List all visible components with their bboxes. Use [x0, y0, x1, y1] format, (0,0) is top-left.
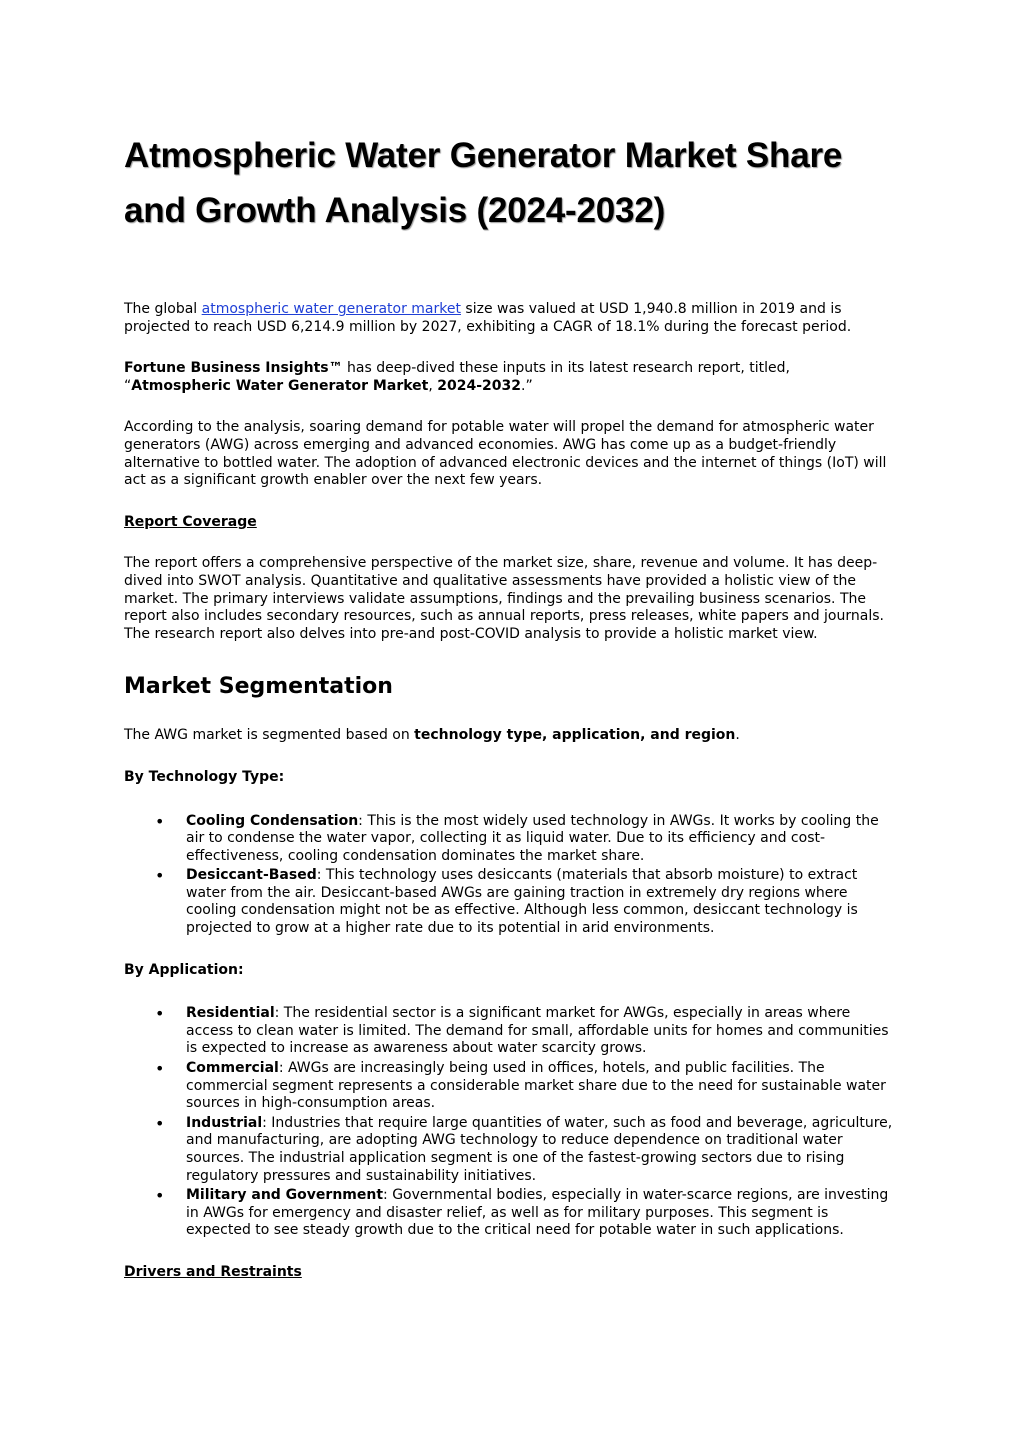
bullet-icon: •: [155, 1113, 165, 1133]
fbi-text-1: has deep-dived these inputs in its latest research report, titled, “: [124, 360, 790, 394]
item-desc: : The residential sector is a significant market for AWGs, especially in areas where access to clean water is limited. The demand for small, affordable units for homes and communities is expected to increase as awareness about water scarcity grows.: [186, 1005, 889, 1057]
list-item: [124, 1115, 896, 1185]
analysis-paragraph: According to the analysis, soaring demand for potable water will propel the demand for atmospheric water generators (AWG) across emerging and advanced economies. AWG has come up as a budget-friendly alternative to bottled water. The adoption of advanced electronic devices and the internet of things (IoT) will act as a significant growth enabler over the next few years.: [124, 419, 887, 489]
item-name: Residential: [186, 1005, 275, 1022]
item-name: Commercial: [186, 1060, 279, 1077]
item-name: Military and Government: [186, 1187, 384, 1204]
bullet-icon: •: [155, 1186, 165, 1206]
item-name: Industrial: [186, 1114, 263, 1131]
intro-paragraph: [124, 301, 896, 336]
item-desc: : This is the most widely used technology in AWGs. It works by cooling the air to condense the water vapor, collecting it as liquid water. Due to its efficiency and cost-effectiveness, cooling condensation dominates the market share.: [186, 812, 879, 864]
fbi-text-2: ,: [428, 377, 438, 394]
bullet-icon: •: [155, 1059, 165, 1079]
item-desc: : AWGs are increasingly being used in offices, hotels, and public facilities. The commercial segment represents a considerable market share due to the need for sustainable water sources in high-consumption areas.: [186, 1060, 886, 1112]
title-line-1: Atmospheric Water Generator Market Share: [124, 136, 843, 175]
segmentation-text-after: .: [735, 727, 740, 744]
list-item: [124, 813, 896, 866]
application-list: [124, 1005, 896, 1240]
title-line-2: and Growth Analysis (2024-2032): [124, 191, 666, 230]
list-item: [124, 1187, 896, 1240]
item-desc: : Governmental bodies, especially in water-scarce regions, are investing in AWGs for emergency and disaster relief, as well as for military purposes. This segment is expected to see steady growth due to the critical need for potable water in such applications.: [186, 1187, 889, 1239]
bullet-icon: •: [155, 866, 165, 886]
report-coverage-heading: Report Coverage: [124, 513, 257, 530]
bullet-icon: •: [155, 1004, 165, 1024]
intro-text-after: size was valued at USD 1,940.8 million in 2019 and is projected to reach USD 6,214.9 million by 2027, exhibiting a CAGR of 18.1% during the forecast period.: [124, 301, 852, 335]
item-name: Cooling Condensation: [186, 812, 359, 829]
item-name: Desiccant-Based: [186, 867, 317, 884]
technology-type-heading: By Technology Type:: [124, 768, 285, 785]
application-heading: By Application:: [124, 961, 244, 978]
segmentation-bold: technology type, application, and region: [414, 727, 736, 744]
market-link[interactable]: atmospheric water generator market: [201, 301, 461, 317]
segmentation-paragraph: [124, 727, 896, 745]
bullet-icon: •: [155, 811, 165, 831]
report-coverage-paragraph: The report offers a comprehensive perspective of the market size, share, revenue and volume. It has deep-dived into SWOT analysis. Quantitative and qualitative assessments have provided a holistic view of the market. The primary interviews validate assumptions, findings and the prevailing business scenarios. The report also includes secondary resources, such as annual reports, press releases, white papers and journals. The research report also delves into pre-and post-COVID analysis to provide a holistic market view.: [124, 555, 884, 642]
list-item: [124, 1060, 896, 1113]
segmentation-text-before: The AWG market is segmented based on: [124, 727, 415, 744]
document-page: [124, 128, 896, 1282]
fbi-report-years: 2024-2032: [437, 377, 521, 394]
fbi-report-title: Atmospheric Water Generator Market: [131, 377, 429, 394]
drivers-restraints-heading: Drivers and Restraints: [124, 1263, 302, 1280]
technology-list: [124, 813, 896, 938]
list-item: [124, 1005, 896, 1058]
page-title: [124, 128, 896, 238]
fbi-paragraph: [124, 360, 896, 395]
fbi-text-3: .”: [521, 377, 533, 394]
item-desc: : This technology uses desiccants (materials that absorb moisture) to extract water from the air. Desiccant-based AWGs are gaining traction in extremely dry regions where cooling condensation might not be as effective. Although less common, desiccant technology is projected to grow at a higher rate due to its potential in arid environments.: [186, 867, 858, 937]
intro-text-before: The global: [124, 301, 202, 317]
segmentation-heading: Market Segmentation: [124, 674, 393, 700]
list-item: [124, 867, 896, 937]
item-desc: : Industries that require large quantities of water, such as food and beverage, agriculture, and manufacturing, are adopting AWG technology to reduce dependence on traditional water sources. The industrial application segment is one of the fastest-growing sectors due to rising regulatory pressures and sustainability initiatives.: [186, 1114, 893, 1184]
fbi-brand: Fortune Business Insights™: [124, 360, 343, 377]
